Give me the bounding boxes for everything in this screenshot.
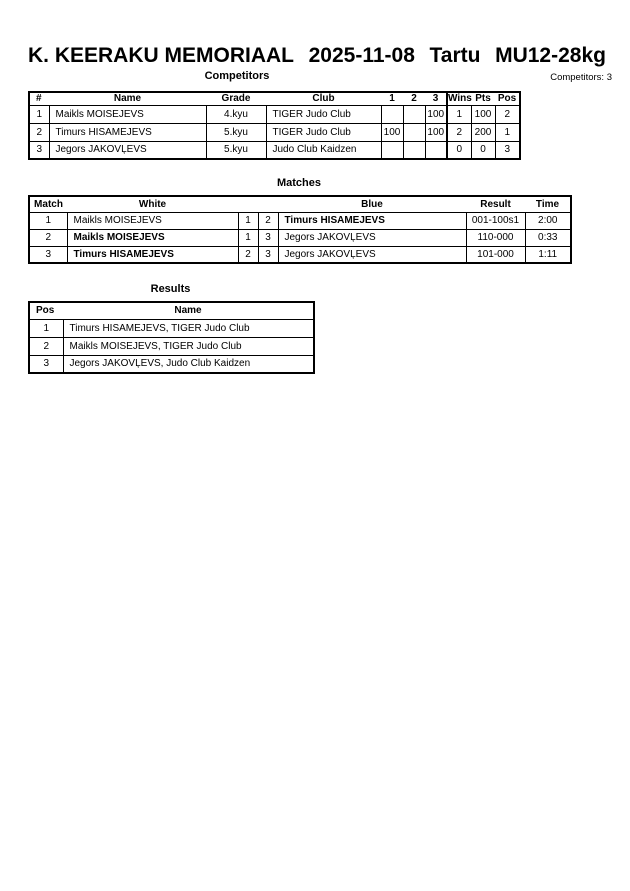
- match-blue-seed: 2: [258, 212, 278, 229]
- match-result: 110-000: [466, 229, 525, 246]
- title-date: 2025-11-08: [308, 44, 415, 67]
- match-time: 1:11: [525, 246, 571, 263]
- competitors-col-pts: Pts: [471, 92, 495, 105]
- match-number: 3: [29, 246, 67, 263]
- match-white-seed: 1: [238, 212, 258, 229]
- matches-col-match: Match: [29, 196, 67, 212]
- match-row: [29, 246, 571, 263]
- competitor-score-1: 100: [381, 123, 403, 141]
- competitors-col-wins: Wins: [448, 93, 472, 105]
- competitors-col-grade: Grade: [206, 92, 266, 105]
- results-table: [28, 301, 315, 374]
- matches-section-title: Matches: [276, 177, 322, 189]
- match-number: 1: [29, 212, 67, 229]
- competitor-name: Timurs HISAMEJEVS: [49, 123, 206, 141]
- result-pos: 1: [29, 319, 63, 337]
- result-row: [29, 337, 314, 355]
- match-white-name: Timurs HISAMEJEVS: [67, 246, 238, 263]
- competitor-pos: 1: [495, 123, 520, 141]
- competitors-col-opp3: 3: [425, 92, 447, 105]
- matches-col-white: White: [67, 196, 238, 212]
- competitor-number: 3: [29, 141, 49, 159]
- match-row: [29, 229, 571, 246]
- matches-col-result: Result: [466, 196, 525, 212]
- match-row: [29, 212, 571, 229]
- competitor-pos: 3: [495, 141, 520, 159]
- result-name: Jegors JAKOVĻEVS, Judo Club Kaidzen: [63, 355, 314, 373]
- match-time: 2:00: [525, 212, 571, 229]
- title-location: Tartu: [429, 44, 481, 67]
- competitors-col-club: Club: [266, 92, 381, 105]
- matches-col-spacer2: [258, 196, 278, 212]
- competitor-score-3: [425, 141, 447, 159]
- competitor-wins: 2: [447, 123, 471, 141]
- matches-table: [28, 195, 572, 264]
- competitor-score-2: [403, 123, 425, 141]
- title-weight-category: MU12-28kg: [495, 44, 606, 67]
- competitor-score-2: [403, 141, 425, 159]
- competitor-club: TIGER Judo Club: [266, 123, 381, 141]
- competitor-number: 1: [29, 105, 49, 123]
- match-blue-seed: 3: [258, 246, 278, 263]
- competitor-grade: 5.kyu: [206, 141, 266, 159]
- match-blue-name: Timurs HISAMEJEVS: [278, 212, 466, 229]
- result-row: [29, 355, 314, 373]
- match-blue-name: Jegors JAKOVĻEVS: [278, 229, 466, 246]
- competitors-header-row: [29, 92, 520, 105]
- match-blue-seed: 3: [258, 229, 278, 246]
- competitor-score-3: 100: [425, 123, 447, 141]
- competitor-club: Judo Club Kaidzen: [266, 141, 381, 159]
- competitor-score-2: [403, 105, 425, 123]
- competitor-pts: 0: [471, 141, 495, 159]
- competitor-score-1: [381, 105, 403, 123]
- result-name: Timurs HISAMEJEVS, TIGER Judo Club: [63, 319, 314, 337]
- matches-col-blue: Blue: [278, 196, 466, 212]
- competitor-name: Jegors JAKOVĻEVS: [49, 141, 206, 159]
- competitor-row: [29, 123, 520, 141]
- competitor-pts: 200: [471, 123, 495, 141]
- competitor-grade: 5.kyu: [206, 123, 266, 141]
- result-row: [29, 319, 314, 337]
- match-number: 2: [29, 229, 67, 246]
- title-event-name: K. KEERAKU MEMORIAAL: [28, 44, 294, 67]
- result-pos: 2: [29, 337, 63, 355]
- result-name: Maikls MOISEJEVS, TIGER Judo Club: [63, 337, 314, 355]
- competitor-row: [29, 105, 520, 123]
- competitor-club: TIGER Judo Club: [266, 105, 381, 123]
- competitor-number: 2: [29, 123, 49, 141]
- competitor-wins: 1: [447, 105, 471, 123]
- competitor-row: [29, 141, 520, 159]
- match-white-name: Maikls MOISEJEVS: [67, 212, 238, 229]
- match-white-seed: 2: [238, 246, 258, 263]
- competitors-count-label: Competitors: 3: [550, 72, 612, 83]
- results-header-row: [29, 302, 314, 319]
- competitor-pos: 2: [495, 105, 520, 123]
- competitor-grade: 4.kyu: [206, 105, 266, 123]
- result-pos: 3: [29, 355, 63, 373]
- results-col-pos: Pos: [29, 302, 63, 319]
- competitors-section-title: Competitors: [204, 70, 270, 82]
- matches-col-time: Time: [525, 196, 571, 212]
- match-white-seed: 1: [238, 229, 258, 246]
- competitors-col-pos: Pos: [495, 92, 520, 105]
- competitors-col-name: Name: [49, 92, 206, 105]
- competitors-table: [28, 91, 521, 160]
- match-result: 101-000: [466, 246, 525, 263]
- competitors-col-number: #: [29, 92, 49, 105]
- competitor-score-1: [381, 141, 403, 159]
- competitor-score-3: 100: [425, 105, 447, 123]
- competitor-pts: 100: [471, 105, 495, 123]
- match-result: 001-100s1: [466, 212, 525, 229]
- competitors-col-opp1: 1: [381, 92, 403, 105]
- competitors-col-opp2: 2: [403, 92, 425, 105]
- results-col-name: Name: [63, 302, 314, 319]
- matches-col-spacer1: [238, 196, 258, 212]
- match-white-name: Maikls MOISEJEVS: [67, 229, 238, 246]
- page-title: [28, 44, 606, 68]
- competitor-name: Maikls MOISEJEVS: [49, 105, 206, 123]
- matches-header-row: [29, 196, 571, 212]
- competitor-wins: 0: [447, 141, 471, 159]
- results-section-title: Results: [150, 283, 191, 295]
- match-blue-name: Jegors JAKOVĻEVS: [278, 246, 466, 263]
- match-time: 0:33: [525, 229, 571, 246]
